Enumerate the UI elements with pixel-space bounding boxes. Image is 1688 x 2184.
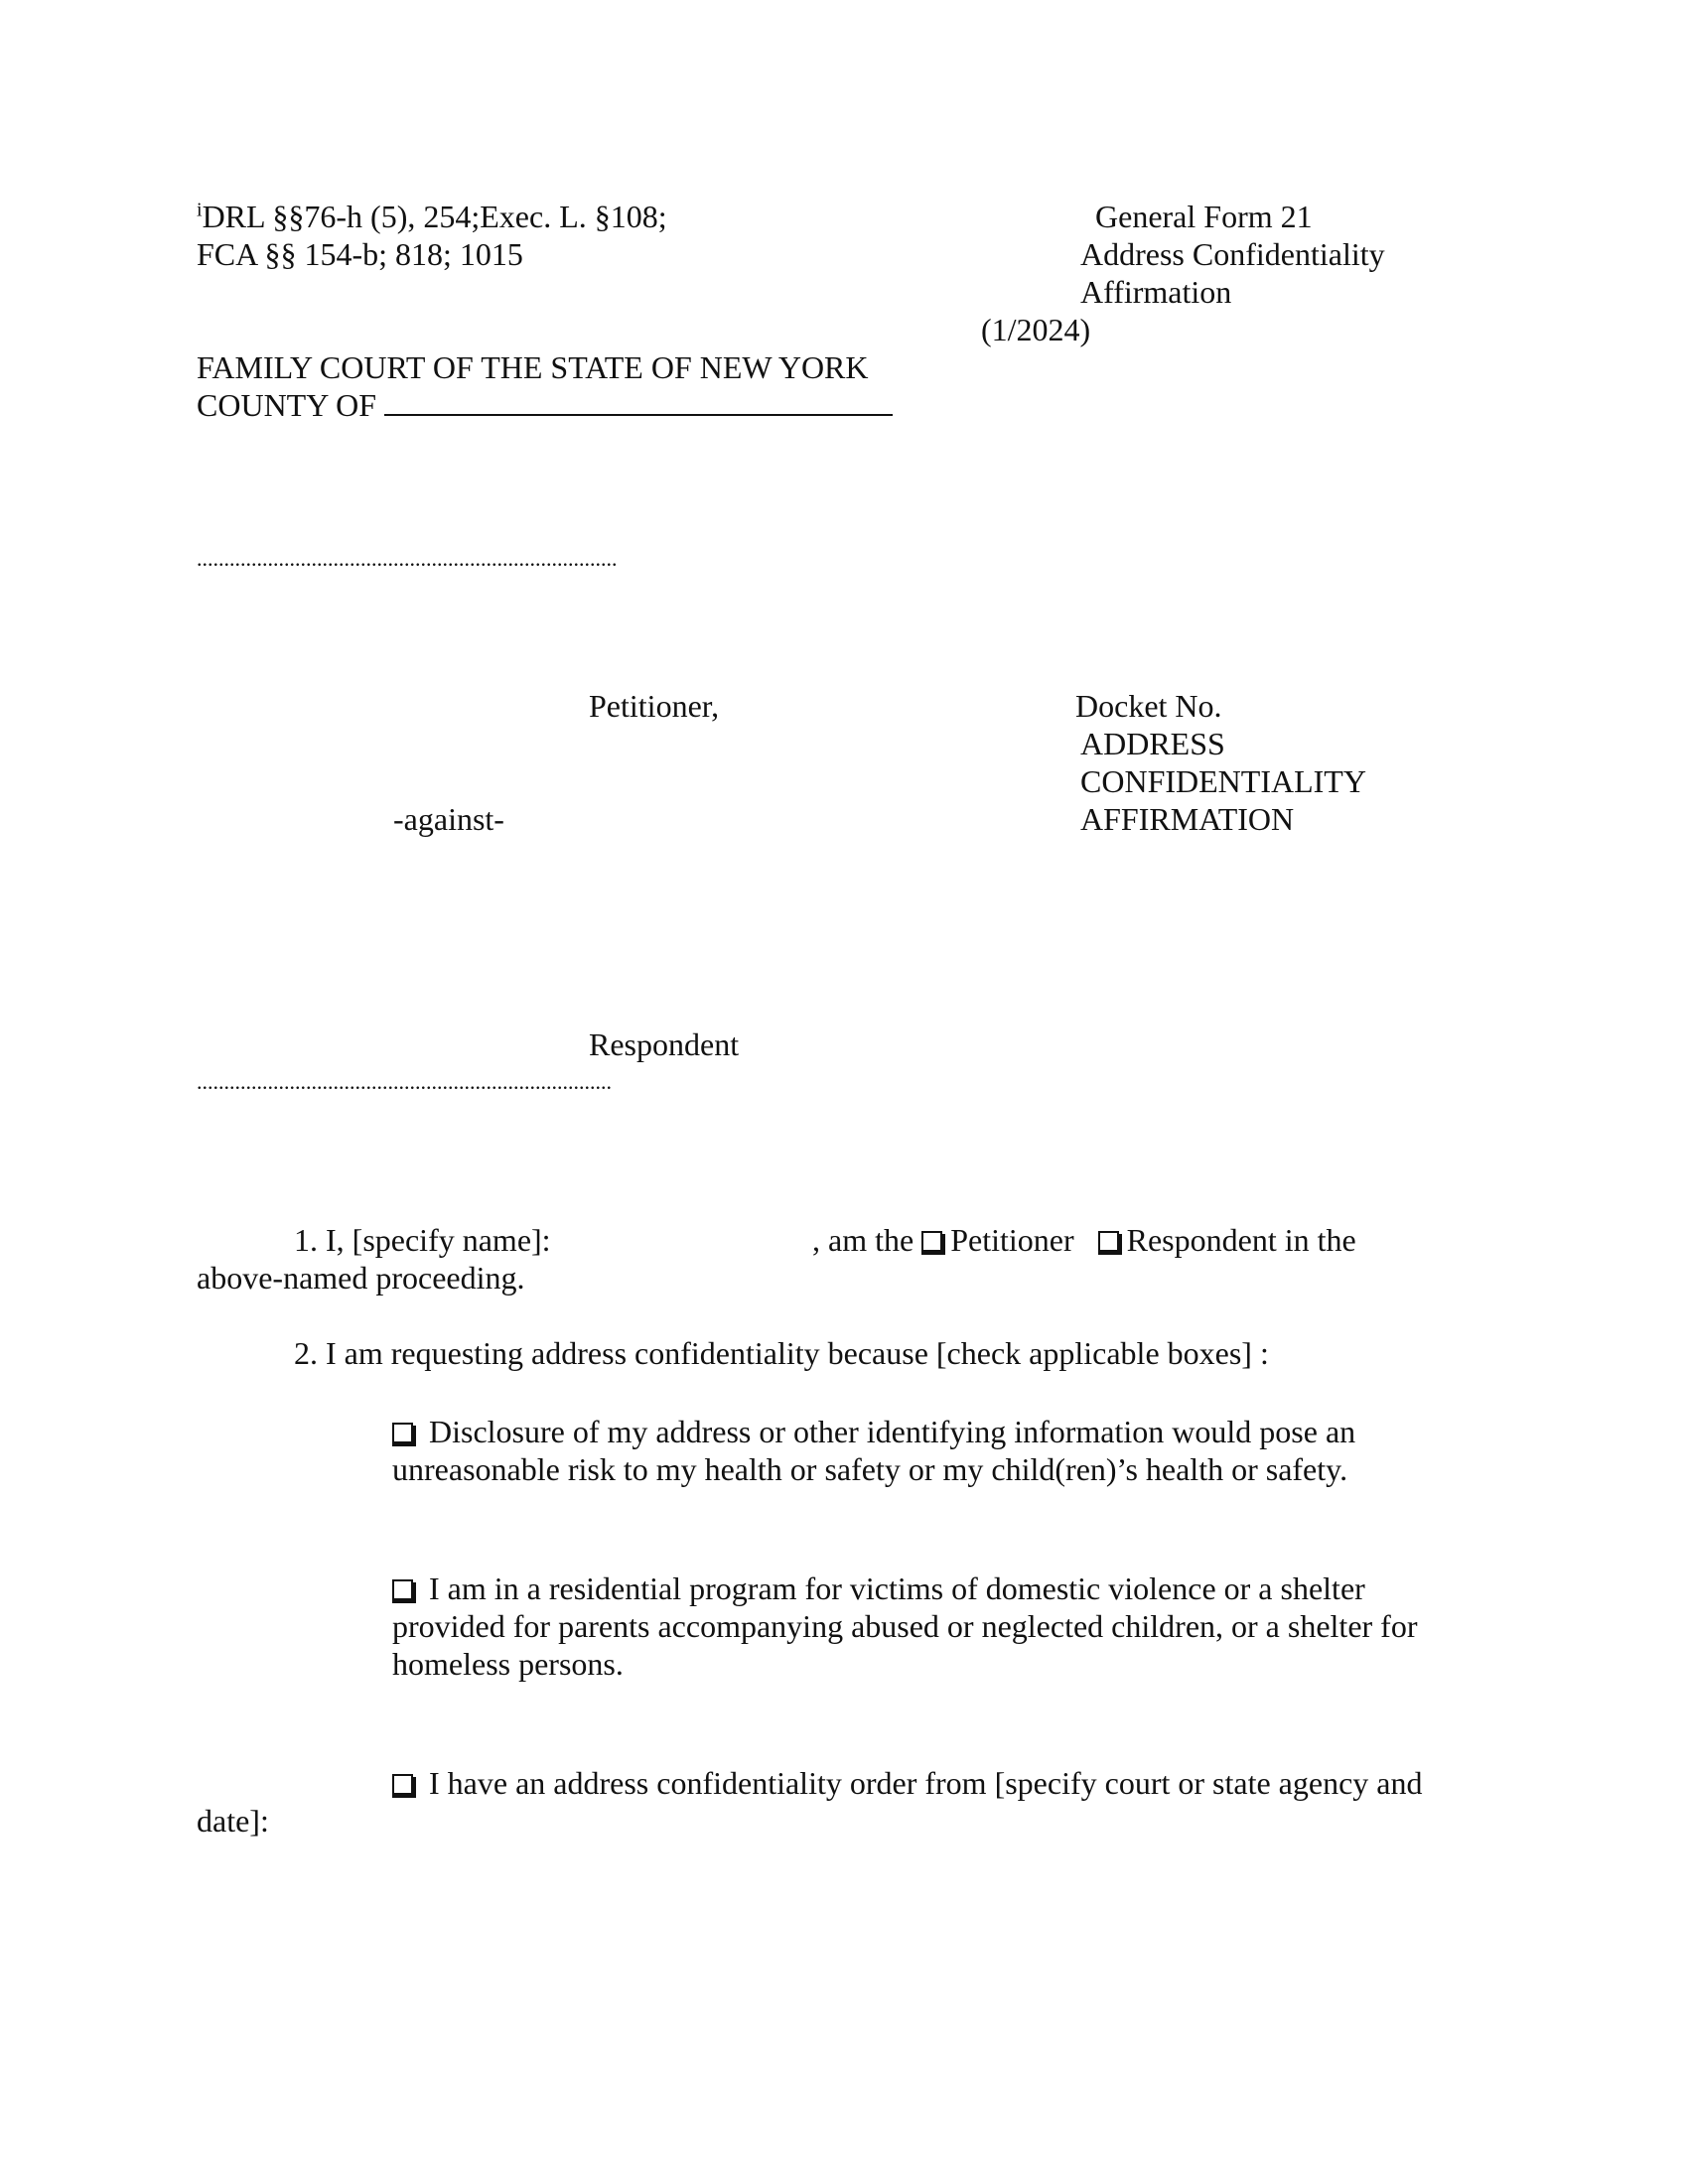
form-number: General Form 21 xyxy=(1095,199,1313,234)
petitioner-label: Petitioner, xyxy=(589,688,720,724)
docket-label: Docket No. xyxy=(1075,688,1222,724)
citation-line-2: FCA §§ 154-b; 818; 1015 xyxy=(197,236,523,272)
county-label: COUNTY OF xyxy=(197,387,377,423)
option-2-text-1: I am in a residential program for victims of domestic violence or a shelter xyxy=(429,1570,1365,1606)
option-1-line-2: unreasonable risk to my health or safety or my child(ren)’s health or safety. xyxy=(392,1451,1348,1487)
respondent-label: Respondent xyxy=(589,1026,740,1062)
option-2-checkbox[interactable] xyxy=(392,1579,413,1600)
doc-title-line-1: ADDRESS xyxy=(1080,726,1225,761)
caption-dots-top: ............................................................................. xyxy=(197,546,618,571)
county-input[interactable] xyxy=(384,386,893,416)
option-3-line-2: date]: xyxy=(197,1803,269,1839)
form-date: (1/2024) xyxy=(981,312,1091,347)
item-1-prefix: 1. I, [specify name]: xyxy=(294,1222,551,1258)
am-the-text: , am the xyxy=(812,1222,914,1258)
option-3-checkbox[interactable] xyxy=(392,1774,413,1795)
respondent-option-label: Respondent in the xyxy=(1126,1222,1356,1258)
option-1-checkbox[interactable] xyxy=(392,1423,413,1443)
footnote-marker: i xyxy=(197,199,203,221)
option-2-line-2: provided for parents accompanying abused or neglected children, or a shelter for xyxy=(392,1608,1418,1644)
option-3-line-1 xyxy=(392,1764,1422,1802)
item-2-text: 2. I am requesting address confidentiality because [check applicable boxes] : xyxy=(294,1335,1269,1371)
citation-line-1 xyxy=(197,198,667,235)
petitioner-checkbox[interactable] xyxy=(921,1231,942,1252)
form-title-line-2: Affirmation xyxy=(1080,274,1232,310)
doc-title-line-2: CONFIDENTIALITY xyxy=(1080,763,1366,799)
respondent-checkbox[interactable] xyxy=(1098,1231,1119,1252)
item-1-continuation: above-named proceeding. xyxy=(197,1260,525,1296)
against-label: -against- xyxy=(393,801,504,837)
county-line xyxy=(197,386,893,424)
option-1-text-1: Disclosure of my address or other identifying information would pose an xyxy=(429,1414,1356,1449)
caption-dots-bottom: ............................................................................ xyxy=(197,1069,612,1094)
form-title-line-1: Address Confidentiality xyxy=(1080,236,1385,272)
option-1-line-1 xyxy=(392,1413,1355,1450)
option-2-line-3: homeless persons. xyxy=(392,1646,624,1682)
court-name: FAMILY COURT OF THE STATE OF NEW YORK xyxy=(197,349,869,385)
petitioner-option-label: Petitioner xyxy=(950,1222,1074,1258)
option-3-text-1: I have an address confidentiality order from [specify court or state agency and xyxy=(429,1765,1423,1801)
item-1-role-line xyxy=(812,1221,1356,1259)
option-2-line-1 xyxy=(392,1570,1365,1607)
doc-title-line-3: AFFIRMATION xyxy=(1080,801,1295,837)
citation-text-1: DRL §§76-h (5), 254;Exec. L. §108; xyxy=(202,199,667,234)
